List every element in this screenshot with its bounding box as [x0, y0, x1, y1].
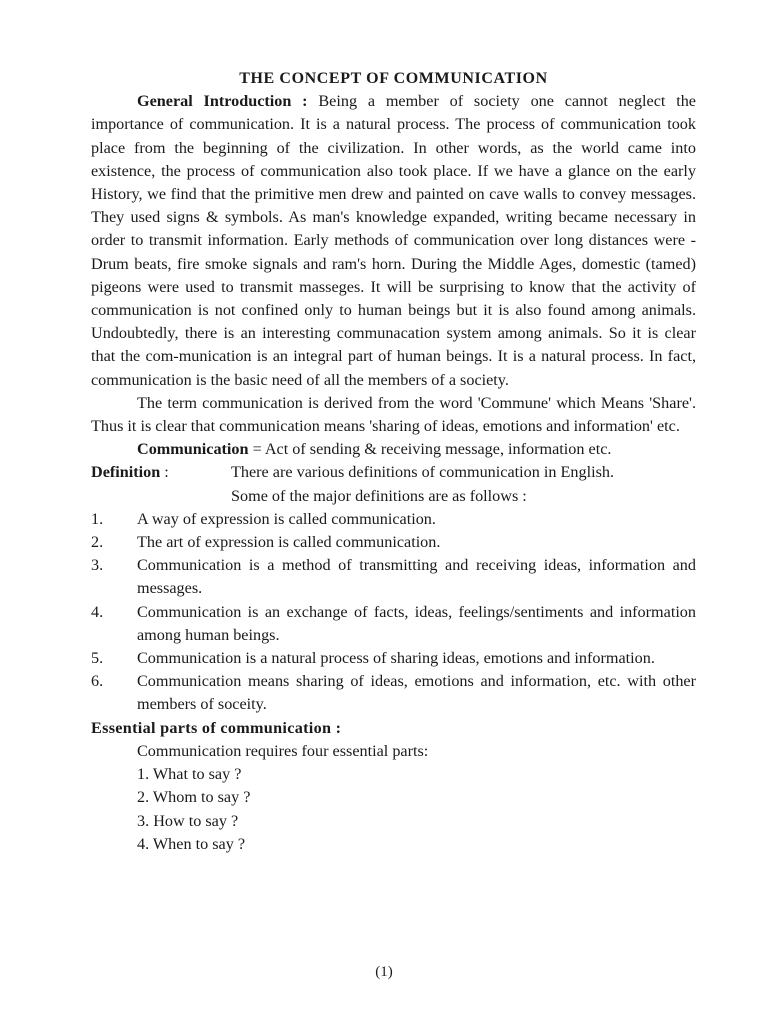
intro-text: Being a member of society one cannot neglect the importance of communication. It is a natural process. The process of communication took place from the beginning of the civilization. In other words, as the world came into existence, the process of communication also took place. If we have a glance on the early History, we find that the primitive men drew and painted on cave walls to convey messages. They used signs & symbols. As man's knowledge expanded, writing became necessary in order to transmit information. Early methods of communication over long distances were - Drum beats, fire smoke signals and ram's horn. During the Middle Ages, domestic (tamed) pigeons were used to transmit masseges. It will be surprising to know that the activity of communication is not confined only to human beings but it is also found among animals. Undoubtedly, there is an interesting communacation system among animals. So it is clear that the com-munication is an integral part of human beings. It is a natural process. In fact, communication is the basic need of all the members of a society. — [91, 92, 696, 389]
list-item-number: 2. — [91, 533, 104, 552]
page-number: (1) — [375, 964, 393, 980]
list-item-number: 6. — [91, 672, 104, 691]
list-item — [91, 508, 696, 531]
list-item-text: Communication is a method of transmitting and receiving ideas, information and messages. — [137, 556, 696, 598]
communication-equation — [91, 438, 696, 461]
definition-heading — [91, 461, 231, 484]
definition-colon: : — [160, 463, 169, 482]
definition-row — [91, 461, 696, 484]
document-page — [91, 67, 696, 856]
list-item-text: Communication means sharing of ideas, emotions and information, etc. with other members of soceity. — [137, 672, 696, 714]
list-item-text: The art of expression is called communication. — [137, 533, 441, 552]
list-item-text: Communication is a natural process of sharing ideas, emotions and information. — [137, 649, 655, 668]
essential-part-item: 4. When to say ? — [137, 834, 246, 853]
list-item-text: Communication is an exchange of facts, ideas, feelings/sentiments and information among human beings. — [137, 602, 696, 644]
definition-label: Definition — [91, 463, 161, 482]
definition-line-2: Some of the major definitions are as follows : — [231, 486, 527, 505]
communication-label: Communication — [137, 440, 249, 459]
essential-parts-heading: Essential parts of communication : — [91, 718, 342, 737]
essential-part-item: 2. Whom to say ? — [137, 788, 251, 807]
list-item — [91, 601, 696, 647]
intro-label: General Introduction : — [137, 92, 308, 111]
list-item — [91, 647, 696, 670]
list-item-number: 4. — [91, 602, 104, 621]
list-item — [91, 531, 696, 554]
term-paragraph: The term communication is derived from the word 'Commune' which Means 'Share'. Thus it is clear that communication means 'sharing of ideas, emotions and information' etc. — [91, 393, 696, 436]
list-item — [91, 554, 696, 600]
list-item-number: 5. — [91, 649, 104, 668]
essential-part-item: 1. What to say ? — [137, 765, 242, 784]
communication-equation-text: = Act of sending & receiving message, information etc. — [248, 440, 612, 459]
definitions-list — [91, 508, 696, 717]
list-item — [91, 670, 696, 716]
essential-parts-intro: Communication requires four essential parts: — [137, 741, 429, 760]
definition-line-1: There are various definitions of communication in English. — [231, 463, 615, 482]
page-title: THE CONCEPT OF COMMUNICATION — [239, 70, 548, 87]
list-item-text: A way of expression is called communication. — [137, 509, 436, 528]
list-item-number: 3. — [91, 556, 104, 575]
essential-part-item: 3. How to say ? — [137, 811, 239, 830]
intro-paragraph — [91, 90, 696, 392]
list-item-number: 1. — [91, 509, 104, 528]
